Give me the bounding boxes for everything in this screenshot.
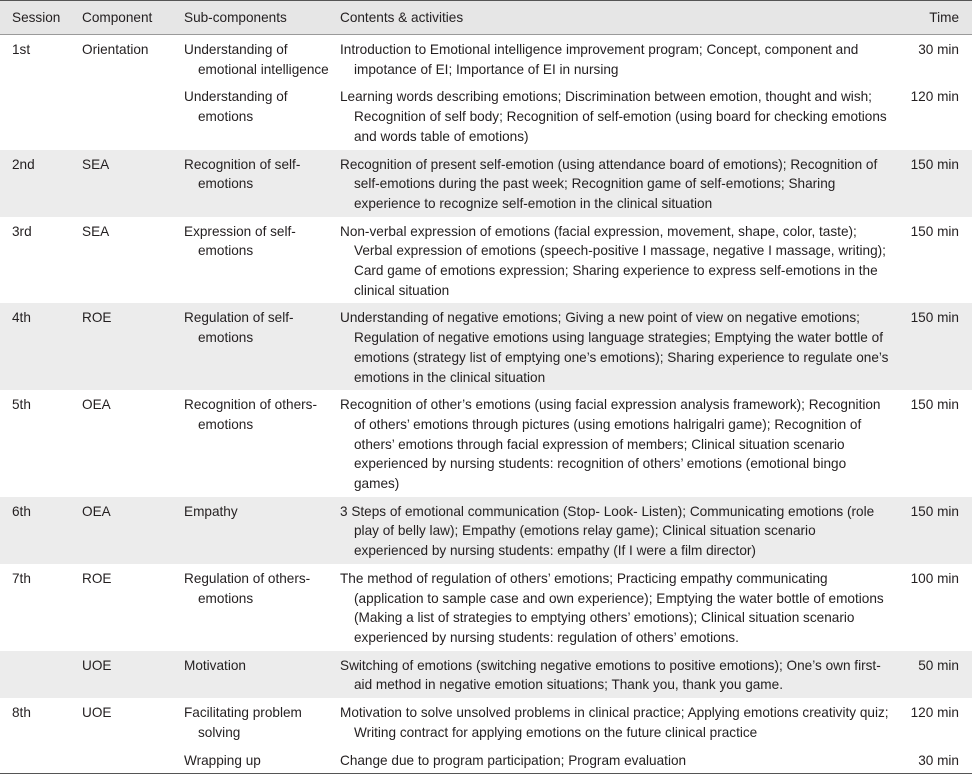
table-body [0, 35, 972, 774]
cell-component: SEA [70, 150, 176, 217]
cell-subcomponent [176, 698, 336, 745]
cell-component: ROE [82, 570, 112, 586]
cell-component: OEA [70, 497, 176, 564]
cell-component: OEA [82, 397, 111, 413]
cell-subcomponent [176, 651, 336, 698]
cell-component [70, 82, 176, 149]
cell-contents [336, 217, 897, 304]
cell-component: Orientation [82, 42, 149, 57]
cell-session [0, 746, 70, 774]
cell-subcomponent [176, 303, 336, 390]
cell-time: 120 min [910, 89, 959, 105]
cell-component: UOE [70, 651, 176, 698]
cell-component: ROE [70, 303, 176, 390]
cell-time: 150 min [910, 223, 959, 239]
header-row [0, 1, 972, 35]
header-session: Session [0, 1, 70, 35]
cell-contents [336, 651, 897, 698]
cell-contents [336, 82, 897, 149]
table-row [0, 82, 972, 149]
contents-text: The method of regulation of others’ emotions; Practicing empathy communicating (application to sample case and own experience); Emptying the water bottle of emotions (Making a list of strategies to emptying others’ emotions); Clinical situation scenario experienced by nursing students: regulation of others’ emotions. [340, 570, 884, 645]
subcomponent-text: Recognition of self-emotions [184, 156, 301, 192]
cell-session [0, 82, 70, 149]
cell-time: 150 min [897, 150, 972, 217]
contents-text: Introduction to Emotional intelligence improvement program; Concept, component and impotance of EI; Importance of EI in nursing [340, 42, 859, 77]
cell-session: 8th [12, 705, 31, 721]
subcomponent-text: Expression of self-emotions [184, 223, 296, 259]
contents-text: Learning words describing emotions; Discrimination between emotion, thought and wish; Recognition of self body; Recognition of self-emotion (using board for checking emotions and words table of emotions) [340, 89, 887, 144]
cell-session: 3rd [12, 223, 32, 239]
cell-subcomponent [176, 82, 336, 149]
cell-session: 7th [12, 570, 31, 586]
cell-time: 150 min [897, 497, 972, 564]
contents-text: Switching of emotions (switching negative emotions to positive emotions); One’s own first-aid method in negative emotion situations; Thank you, thank you game. [340, 657, 881, 693]
header-contents: Contents & activities [336, 1, 897, 35]
cell-subcomponent [176, 746, 336, 774]
cell-time: 100 min [910, 570, 959, 586]
subcomponent-text: Understanding of emotions [184, 89, 288, 125]
cell-time: 30 min [918, 42, 959, 57]
cell-time: 150 min [910, 397, 959, 413]
subcomponent-text: Empathy [184, 503, 238, 519]
cell-subcomponent [176, 35, 336, 83]
cell-time: 50 min [897, 651, 972, 698]
contents-text: Change due to program participation; Program evaluation [340, 752, 687, 768]
cell-session: 6th [0, 497, 70, 564]
cell-subcomponent [176, 150, 336, 217]
contents-text: Non-verbal expression of emotions (facial expression, movement, shape, color, taste); Verbal expression of emotions (speech-positive I massage, negative I massage, writing); Card game of emotions expression; Sharing experience to express self-emotions in the clinical situation [340, 223, 886, 298]
subcomponent-text: Wrapping up [184, 752, 261, 768]
cell-session: 4th [0, 303, 70, 390]
subcomponent-text: Facilitating problem solving [184, 705, 302, 740]
cell-session: 5th [12, 397, 31, 413]
contents-text: Understanding of negative emotions; Giving a new point of view on negative emotions; Regulation of negative emotions using language strategies; Emptying the water bottle of emotions (strategy list of emptying one’s emotions); Sharing experience to regulate one’s emotions in the clinical situation [340, 310, 889, 385]
contents-text: Recognition of other’s emotions (using facial expression analysis framework); Recognition of others’ emotions through pictures (using emotions halrigalri game); Recognition of others’ emotions through facial expression of members; Clinical situation scenario experienced by nursing students: recognition of others’ emotions (emotional bingo games) [340, 397, 881, 492]
cell-contents [336, 390, 897, 497]
cell-subcomponent [176, 217, 336, 304]
cell-session: 2nd [0, 150, 70, 217]
contents-text: Motivation to solve unsolved problems in clinical practice; Applying emotions creativity quiz; Writing contract for applying emotions on the future clinical practice [340, 705, 889, 740]
cell-contents [336, 303, 897, 390]
cell-contents [336, 564, 897, 651]
table-row [0, 564, 972, 651]
cell-contents [336, 497, 897, 564]
cell-subcomponent [176, 564, 336, 651]
table-row [0, 746, 972, 774]
table-header [0, 1, 972, 35]
header-subcomponents: Sub-components [176, 1, 336, 35]
table-row [0, 497, 972, 564]
subcomponent-text: Motivation [184, 657, 246, 673]
contents-text: Recognition of present self-emotion (using attendance board of emotions); Recognition of self-emotions during the past week; Recognition game of self-emotions; Sharing experience to recognize self-emotion in the clinical situation [340, 156, 878, 211]
cell-subcomponent [176, 390, 336, 497]
header-time: Time [897, 1, 972, 35]
cell-contents [336, 150, 897, 217]
cell-subcomponent [176, 497, 336, 564]
cell-component [70, 746, 176, 774]
cell-contents [336, 698, 897, 745]
subcomponent-text: Regulation of self-emotions [184, 310, 294, 346]
table-row [0, 698, 972, 745]
cell-session [0, 651, 70, 698]
cell-contents [336, 35, 897, 83]
table-row [0, 35, 972, 83]
subcomponent-text: Recognition of others-emotions [184, 397, 317, 432]
cell-time: 150 min [897, 303, 972, 390]
cell-component: SEA [82, 223, 110, 239]
table-row [0, 217, 972, 304]
table-row [0, 150, 972, 217]
cell-time: 120 min [910, 705, 959, 721]
table-row [0, 651, 972, 698]
cell-time: 30 min [918, 752, 959, 768]
subcomponent-text: Regulation of others-emotions [184, 570, 311, 606]
cell-component: UOE [82, 705, 112, 721]
subcomponent-text: Understanding of emotional intelligence [184, 42, 329, 77]
header-component: Component [70, 1, 176, 35]
table-row [0, 390, 972, 497]
contents-text: 3 Steps of emotional communication (Stop- Look- Listen); Communicating emotions (role play of belly law); Empathy (emotions relay game); Clinical situation scenario experienced by nursing students: empathy (If I were a film director) [340, 503, 875, 559]
table-row [0, 303, 972, 390]
cell-contents [336, 746, 897, 774]
cell-session: 1st [12, 42, 31, 57]
